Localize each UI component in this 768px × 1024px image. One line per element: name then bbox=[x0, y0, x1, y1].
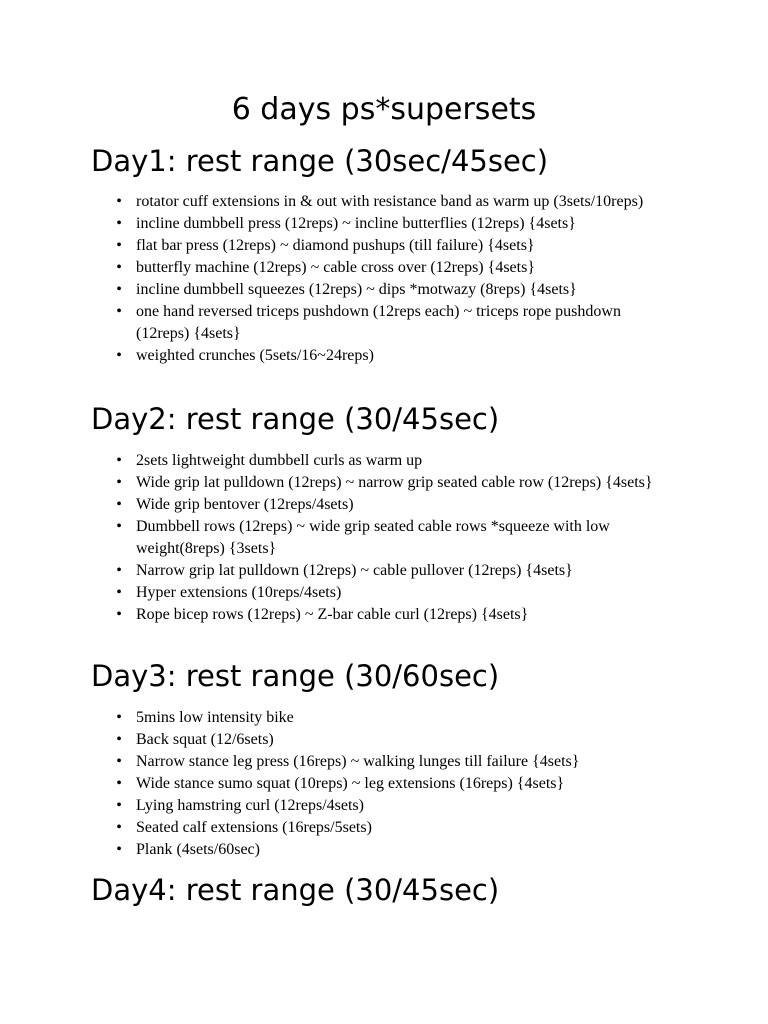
exercise-text: incline dumbbell squeezes (12reps) ~ dips *motwazy (8reps) {4sets} bbox=[136, 281, 577, 298]
bullet-icon: • bbox=[116, 303, 122, 320]
exercise-text: Narrow grip lat pulldown (12reps) ~ cable pullover (12reps) {4sets} bbox=[136, 562, 573, 579]
bullet-icon: • bbox=[116, 193, 122, 210]
list-item bbox=[0, 795, 768, 817]
day3-exercise-list bbox=[0, 707, 768, 861]
day2-heading: Day2: rest range (30/45sec) bbox=[91, 402, 500, 436]
bullet-icon: • bbox=[116, 797, 122, 814]
day1-heading: Day1: rest range (30sec/45sec) bbox=[91, 144, 549, 178]
document-title: 6 days ps*supersets bbox=[231, 92, 537, 127]
exercise-text: Wide grip bentover (12reps/4sets) bbox=[136, 496, 354, 513]
bullet-icon: • bbox=[116, 731, 122, 748]
day3-heading: Day3: rest range (30/60sec) bbox=[91, 659, 500, 693]
list-item bbox=[0, 494, 768, 516]
bullet-icon: • bbox=[116, 606, 122, 623]
list-item bbox=[0, 345, 768, 367]
bullet-icon: • bbox=[116, 841, 122, 858]
bullet-icon: • bbox=[116, 562, 122, 579]
exercise-text: Back squat (12/6sets) bbox=[136, 731, 274, 748]
list-item bbox=[0, 450, 768, 472]
exercise-text: Dumbbell rows (12reps) ~ wide grip seated cable rows *squeeze with low weight(8reps) {3sets} bbox=[136, 518, 610, 557]
exercise-text: Wide stance sumo squat (10reps) ~ leg extensions (16reps) {4sets} bbox=[136, 775, 565, 792]
bullet-icon: • bbox=[116, 584, 122, 601]
day1-exercise-list bbox=[0, 191, 768, 367]
list-item bbox=[0, 257, 768, 279]
exercise-text: 5mins low intensity bike bbox=[136, 709, 294, 726]
list-item bbox=[0, 773, 768, 795]
bullet-icon: • bbox=[116, 474, 122, 491]
exercise-text: one hand reversed triceps pushdown (12reps each) ~ triceps rope pushdown (12reps) {4sets} bbox=[136, 303, 621, 342]
exercise-text: Wide grip lat pulldown (12reps) ~ narrow grip seated cable row (12reps) {4sets} bbox=[136, 474, 653, 491]
bullet-icon: • bbox=[116, 709, 122, 726]
list-item bbox=[0, 751, 768, 773]
list-item bbox=[0, 560, 768, 582]
bullet-icon: • bbox=[116, 215, 122, 232]
bullet-icon: • bbox=[116, 753, 122, 770]
bullet-icon: • bbox=[116, 452, 122, 469]
list-item bbox=[0, 839, 768, 861]
exercise-text: Seated calf extensions (16reps/5sets) bbox=[136, 819, 372, 836]
bullet-icon: • bbox=[116, 775, 122, 792]
list-item bbox=[0, 707, 768, 729]
list-item bbox=[0, 301, 768, 345]
list-item bbox=[0, 235, 768, 257]
bullet-icon: • bbox=[116, 237, 122, 254]
exercise-text: 2sets lightweight dumbbell curls as warm up bbox=[136, 452, 423, 469]
exercise-text: Rope bicep rows (12reps) ~ Z-bar cable curl (12reps) {4sets} bbox=[136, 606, 529, 623]
bullet-icon: • bbox=[116, 259, 122, 276]
list-item bbox=[0, 729, 768, 751]
bullet-icon: • bbox=[116, 281, 122, 298]
exercise-text: Narrow stance leg press (16reps) ~ walking lunges till failure {4sets} bbox=[136, 753, 580, 770]
bullet-icon: • bbox=[116, 496, 122, 513]
exercise-text: Plank (4sets/60sec) bbox=[136, 841, 260, 858]
exercise-text: flat bar press (12reps) ~ diamond pushups (till failure) {4sets} bbox=[136, 237, 535, 254]
exercise-text: butterfly machine (12reps) ~ cable cross over (12reps) {4sets} bbox=[136, 259, 535, 276]
exercise-text: Lying hamstring curl (12reps/4sets) bbox=[136, 797, 364, 814]
list-item bbox=[0, 191, 768, 213]
bullet-icon: • bbox=[116, 347, 122, 364]
list-item bbox=[0, 604, 768, 626]
list-item bbox=[0, 472, 768, 494]
exercise-text: rotator cuff extensions in & out with resistance band as warm up (3sets/10reps) bbox=[136, 193, 644, 210]
list-item bbox=[0, 213, 768, 235]
exercise-text: incline dumbbell press (12reps) ~ incline butterflies (12reps) {4sets} bbox=[136, 215, 576, 232]
list-item bbox=[0, 516, 768, 560]
list-item bbox=[0, 817, 768, 839]
exercise-text: weighted crunches (5sets/16~24reps) bbox=[136, 347, 374, 364]
bullet-icon: • bbox=[116, 819, 122, 836]
bullet-icon: • bbox=[116, 518, 122, 535]
list-item bbox=[0, 582, 768, 604]
day2-exercise-list bbox=[0, 450, 768, 626]
list-item bbox=[0, 279, 768, 301]
day4-heading: Day4: rest range (30/45sec) bbox=[91, 873, 500, 907]
exercise-text: Hyper extensions (10reps/4sets) bbox=[136, 584, 342, 601]
